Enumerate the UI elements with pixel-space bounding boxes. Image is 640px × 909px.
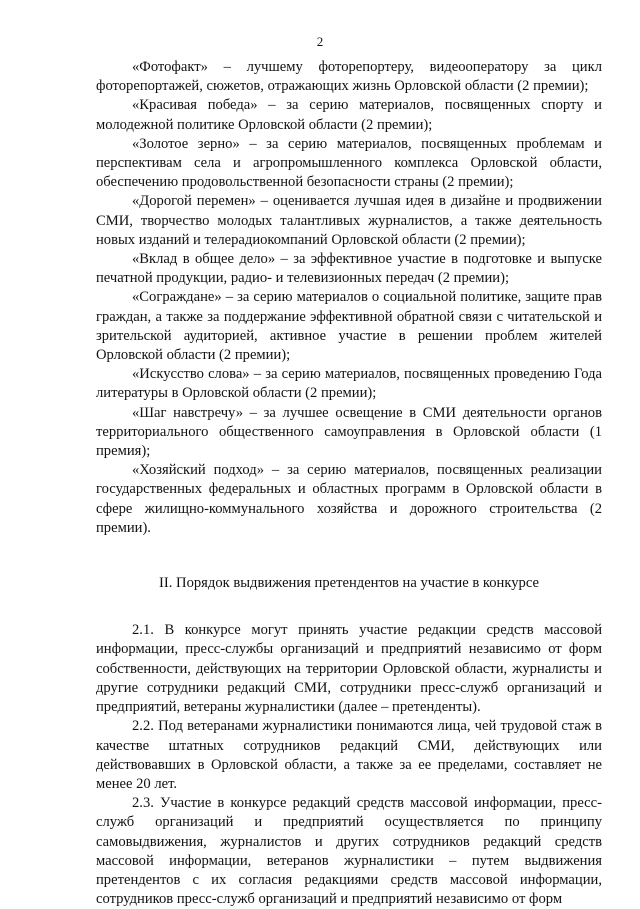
nomination-item: «Искусство слова» – за серию материалов, посвященных проведению Года литературы в Орловской области (2 премии); — [96, 366, 602, 402]
nomination-item: «Шаг навстречу» – за лучшее освещение в СМИ деятельности органов территориального общественного самоуправления в Орловской области (1 премия); — [96, 404, 602, 460]
nomination-item: «Золотое зерно» – за серию материалов, посвященных проблемам и перспективам села и агропромышленного комплекса Орловской области, обеспечению продовольственной безопасности страны (2 премии); — [96, 135, 602, 191]
nomination-item: «Дорогой перемен» – оценивается лучшая идея в дизайне и продвижении СМИ, творчество молодых талантливых журналистов, а также деятельность новых изданий и телерадиокомпаний Орловской области (2 премии); — [96, 193, 602, 248]
document-body — [96, 58, 602, 909]
nomination-item: «Красивая победа» – за серию материалов, посвященных спорту и молодежной политике Орловской области (2 премии); — [96, 97, 602, 133]
page-number: 2 — [316, 34, 324, 49]
section-paragraph: 2.3. Участие в конкурсе редакций средств массовой информации, пресс-служб организаций и предприятий осуществляется по принципу самовыдвижения, журналистов и других сотрудников редакций средств массовой информации, ветеранов журналистики – путем выдвижения претендентов с их согласия редакциями средств массовой информации, сотрудников пресс-служб организаций и предприятий независимо от форм — [96, 795, 602, 908]
nomination-item: «Вклад в общее дело» – за эффективное участие в подготовке и выпуске печатной продукции, радио- и телевизионных передач (2 премии); — [96, 251, 602, 287]
nomination-item: «Хозяйский подход» – за серию материалов, посвященных реализации государственных федеральных и областных программ в Орловской области в сфере жилищно-коммунального хозяйства и дорожного строительства (2 премии). — [96, 462, 602, 536]
nomination-item: «Сограждане» – за серию материалов о социальной политике, защите прав граждан, а также за поддержание эффективной обратной связи с читательской и зрительской аудиторией, активное участие в решении проблем жителей Орловской области (2 премии); — [96, 289, 602, 364]
section-heading: II. Порядок выдвижения претендентов на участие в конкурсе — [159, 575, 539, 592]
nomination-item: «Фотофакт» – лучшему фоторепортеру, видеооператору за цикл фоторепортажей, сюжетов, отражающих жизнь Орловской области (2 премии); — [96, 59, 602, 95]
section-paragraph: 2.1. В конкурсе могут принять участие редакции средств массовой информации, пресс-службы организаций и предприятий независимо от форм собственности, действующих на территории Орловской области, журналисты и другие сотрудники редакций СМИ, сотрудники пресс-служб организаций и предприятий, ветераны журналистики (далее – претенденты). — [96, 622, 602, 716]
section-paragraph: 2.2. Под ветеранами журналистики понимаются лица, чей трудовой стаж в качестве штатных сотрудников редакций СМИ, действующих или действовавших в Орловской области, а также за ее пределами, составляет не менее 20 лет. — [96, 718, 602, 792]
